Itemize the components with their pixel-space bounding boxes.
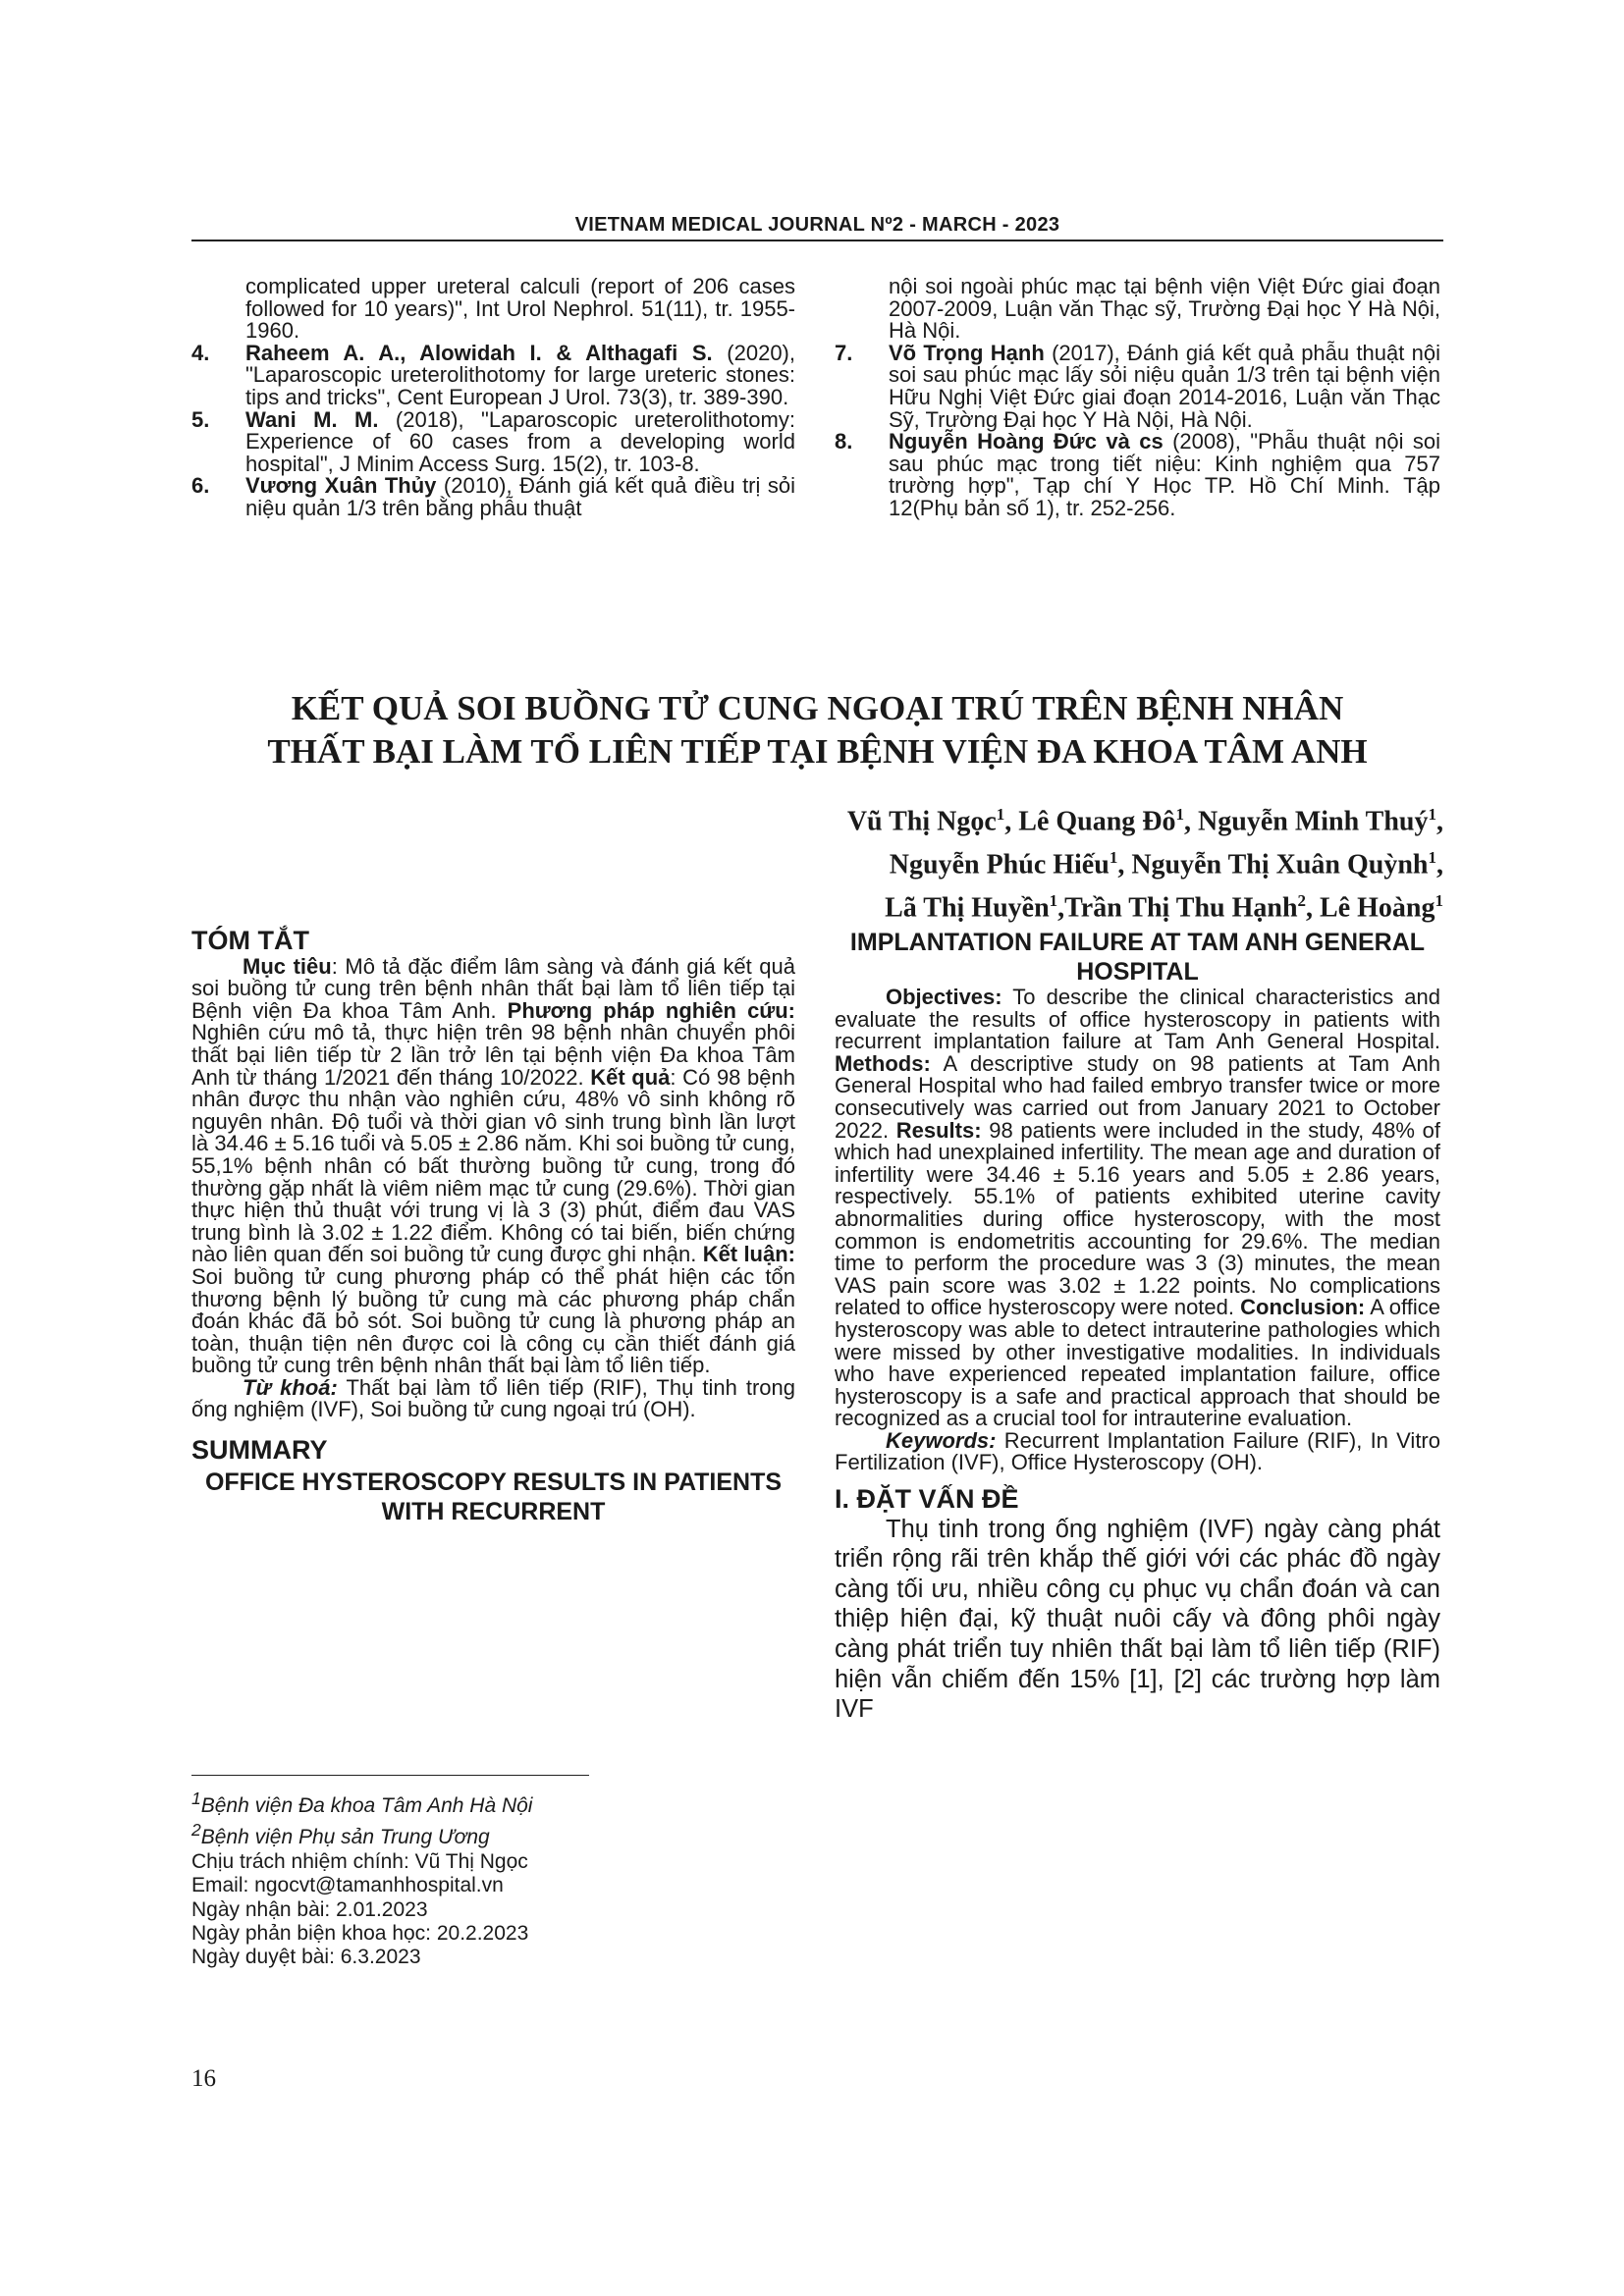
affiliation-mark: 1 bbox=[1435, 890, 1443, 910]
reference-number: 4. bbox=[191, 340, 210, 365]
label-results: Kết quả bbox=[590, 1064, 671, 1090]
abstract-vi-body bbox=[191, 953, 796, 1378]
corresponding-email: Email: ngocvt@tamanhhospital.vn bbox=[191, 1874, 504, 1897]
title-line-1: KẾT QUẢ SOI BUỒNG TỬ CUNG NGOẠI TRÚ TRÊN BỆNH NHÂN bbox=[291, 689, 1344, 727]
author-name: Vũ Thị Ngọc bbox=[846, 806, 997, 837]
running-header: VIETNAM MEDICAL JOURNAL Nº2 - MARCH - 2023 bbox=[574, 214, 1060, 236]
summary-heading: SUMMARY bbox=[191, 1435, 328, 1466]
reference-authors: Raheem A. A., Alowidah I. & Althagafi S. bbox=[245, 340, 713, 365]
author-name: Nguyễn Minh Thuý bbox=[1198, 806, 1429, 837]
date-received: Ngày nhận bài: 2.01.2023 bbox=[191, 1897, 428, 1921]
label-keywords-vi: Từ khoá: bbox=[243, 1374, 338, 1400]
page-number: 16 bbox=[191, 2065, 216, 2092]
abstract-vi-keywords bbox=[191, 1374, 795, 1422]
reference-authors: Vương Xuân Thủy bbox=[245, 473, 437, 499]
abstract-vi-results: : Có 98 bệnh nhân được thu nhận vào nghiên cứu, 48% vô sinh không rõ nguyên nhân. Độ tuổi và thời gian vô sinh trung bình lần lượt là 34.46 ± 5.16 tuổi và 5.05 ± 2.86 năm. Khi soi buồng tử cung, 55,1% bệnh nhân có bất thường buồng tử cung, trong đó thường gặp nhất là viêm niêm mạc tử cung (29.6%). Thời gian thực hiện thủ thuật với trung vị là 3 (3) phút, điểm đau VAS trung bình là 3.02 ± 1.22 điểm. Không có tai biến, biến chứng nào liên quan đến soi buồng tử cung được ghi nhận. bbox=[191, 1064, 795, 1267]
reference-number: 8. bbox=[835, 429, 853, 454]
affiliation-mark: 1 bbox=[1049, 890, 1058, 910]
summary-title-part-2: IMPLANTATION FAILURE AT TAM ANH GENERAL HOSPITAL bbox=[849, 929, 1426, 986]
footnote-rule bbox=[191, 1775, 589, 1776]
author-line-2: Nguyễn Phúc Hiếu$^1$, Nguyễn Thị Xuân Quỳnh$^1$, bbox=[889, 847, 1443, 881]
abstract-vi-methods: Nghiên cứu mô tả, thực hiện trên 98 bệnh nhân chuyển phôi thất bại liên tiếp từ 2 lần trở lên tại bệnh viện Đa khoa Tâm Anh từ tháng 1/2021 đến tháng 10/2022. bbox=[191, 1020, 795, 1090]
reference-text: (2017), Đánh giá kết quả phẫu thuật nội soi sau phúc mạc lấy sỏi niệu quản 1/3 trên tại bệnh viện Hữu Nghị Việt Đức giai đoạn 2014-2016, Luận văn Thạc Sỹ, Trường Đại học Y Hà Nội, Hà Nội. bbox=[889, 340, 1440, 432]
reference-text: (2018), "Laparoscopic ureterolithotomy: Experience of 60 cases from a developing world hospital", J Minim Access Surg. 15(2), tr. 103-8. bbox=[245, 406, 795, 476]
reference-authors: Wani M. M. bbox=[245, 406, 379, 432]
reference-number: 6. bbox=[191, 473, 210, 499]
abstract-vi-heading: TÓM TẮT bbox=[191, 926, 309, 955]
references-left bbox=[191, 276, 795, 520]
label-objectives: Objectives: bbox=[886, 985, 1002, 1009]
affiliation-mark: 2 bbox=[1297, 890, 1307, 910]
reference-7 bbox=[835, 340, 1440, 432]
affiliation-mark: 1 bbox=[1428, 805, 1436, 824]
reference-4 bbox=[191, 340, 795, 409]
summary-methods: A descriptive study on 98 patients at Tam Anh General Hospital who had failed embryo transfer twice or more consecutively was carried out from January 2021 to October 2022. bbox=[835, 1050, 1440, 1143]
footnote-mark: 1 bbox=[191, 1789, 201, 1808]
author-line-3: Lã Thị Huyền$^1$,Trần Thị Thu Hạnh$^2$, Lê Hoàng$^1$ bbox=[885, 890, 1443, 923]
summary-objectives: To describe the clinical characteristics and evaluate the results of office hysteroscopy in patients with recurrent implantation failure at Tam Anh General Hospital. bbox=[835, 985, 1440, 1054]
title-line-2: THẤT BẠI LÀM TỔ LIÊN TIẾP TẠI BỆNH VIỆN ĐA KHOA TÂM ANH bbox=[267, 732, 1368, 771]
reference-8 bbox=[835, 431, 1440, 519]
label-methods-en: Methods: bbox=[835, 1050, 931, 1076]
reference-authors: Võ Trọng Hạnh bbox=[889, 340, 1045, 365]
reference-text: complicated upper ureteral calculi (report of 206 cases followed for 10 years)", Int Urol Nephrol. 51(11), tr. 1955-1960. bbox=[245, 274, 795, 344]
label-conclusion: Kết luận: bbox=[702, 1242, 795, 1267]
footnote-mark: 2 bbox=[191, 1820, 201, 1841]
date-reviewed: Ngày phản biện khoa học: 20.2.2023 bbox=[191, 1922, 529, 1946]
summary-results: 98 patients were included in the study, 48% of which had unexplained infertility. The mean age and duration of infertility were 34.46 ± 5.16 years and 5.05 ± 2.86 years, respectively. 55.1% of patients exhibited uterine cavity abnormalities during office hysteroscopy, with the most common is endometritis accounting for 29.6%. The median time to perform the procedure was 3 (3) minutes, the mean VAS pain score was 3.02 ± 1.22 points. No complications related to office hysteroscopy were noted. bbox=[835, 1117, 1440, 1320]
article-title bbox=[191, 687, 1443, 774]
label-conclusion-en: Conclusion: bbox=[1240, 1295, 1366, 1320]
affiliation-text: Bệnh viện Phụ sản Trung Ương bbox=[200, 1826, 490, 1849]
label-objective: Mục tiêu bbox=[243, 953, 332, 979]
summary-conclusion: A office hysteroscopy was able to detect intrauterine pathologies which were missed by other investigative modalities. In individuals who have experienced repeated implantation failure, office hysteroscopy is a safe and practical approach that should be recognized as a crucial tool for intrauterine evaluation. bbox=[835, 1295, 1440, 1431]
reference-authors: Nguyễn Hoàng Đức và cs bbox=[889, 429, 1164, 454]
reference-number: 5. bbox=[191, 406, 210, 432]
reference-6-continued bbox=[835, 276, 1440, 343]
footnote-affiliation-2 bbox=[191, 1818, 604, 1849]
abstract-vi-objective: : Mô tả đặc điểm lâm sàng và đánh giá kết quả soi buồng tử cung trên bệnh nhân thất bại làm tổ liên tiếp tại Bệnh viện Đa khoa Tâm Anh. bbox=[191, 953, 796, 1023]
footnotes bbox=[191, 1787, 604, 1970]
summary-keywords bbox=[835, 1427, 1440, 1475]
reference-text: (2020), "Laparoscopic ureterolithotomy for large ureteric stones: tips and tricks", Cent European J Urol. 73(3), tr. 389-390. bbox=[245, 340, 795, 409]
affiliation-mark: 1 bbox=[1109, 847, 1118, 867]
affiliation-mark: 1 bbox=[1175, 805, 1185, 824]
reference-number: 7. bbox=[835, 340, 853, 365]
author-name: Trần Thị Thu Hạnh bbox=[1064, 891, 1298, 923]
keywords-en-text: Recurrent Implantation Failure (RIF), In Vitro Fertilization (IVF), Office Hysteroscopy (OH). bbox=[835, 1427, 1440, 1475]
author-name: Lã Thị Huyền bbox=[885, 891, 1050, 923]
affiliation-mark: 1 bbox=[1428, 847, 1436, 867]
author-name: Lê Hoàng bbox=[1320, 891, 1435, 923]
intro-heading: I. ĐẶT VẤN ĐỀ bbox=[835, 1484, 1019, 1515]
label-results-en: Results: bbox=[895, 1117, 982, 1143]
abstract-vi-conclusion: Soi buồng tử cung phương pháp có thể phát hiện các tổn thương bệnh lý buồng tử cung mà các phương pháp chẩn đoán khác đã bỏ sót. Soi buồng tử cung là phương pháp an toàn, thuận tiện nên được coi là công cụ cần thiết đánh giá buồng tử cung trên bệnh nhân thất bại làm tổ liên tiếp. bbox=[191, 1263, 795, 1378]
reference-text: (2008), "Phẫu thuật nội soi sau phúc mạc trong tiết niệu: Kinh nghiệm qua 757 trường hợp", Tạp chí Y Học TP. Hồ Chí Minh. Tập 12(Phụ bản số 1), tr. 252-256. bbox=[889, 429, 1440, 520]
affiliation-mark: 1 bbox=[996, 805, 1005, 824]
keywords-vi-text: Thất bại làm tổ liên tiếp (RIF), Thụ tinh trong ống nghiệm (IVF), Soi buồng tử cung ngoại trú (OH). bbox=[191, 1374, 795, 1422]
summary-title-part-1: OFFICE HYSTEROSCOPY RESULTS IN PATIENTS WITH RECURRENT bbox=[204, 1468, 783, 1525]
right-body-column bbox=[835, 928, 1440, 1725]
label-keywords-en: Keywords: bbox=[886, 1427, 997, 1453]
author-name: Nguyễn Phúc Hiếu bbox=[889, 849, 1110, 881]
footnote-affiliation-1 bbox=[191, 1787, 604, 1818]
label-methods: Phương pháp nghiên cứu: bbox=[507, 997, 795, 1023]
date-accepted: Ngày duyệt bài: 6.3.2023 bbox=[191, 1946, 421, 1969]
intro-paragraph: Thụ tinh trong ống nghiệm (IVF) ngày càng phát triển rộng rãi trên khắp thế giới với các phác đồ ngày càng tối ưu, nhiều công cụ phục vụ chẩn đoán và can thiệp hiện đại, kỹ thuật nuôi cấy và đông phôi ngày càng phát triển tuy nhiên thất bại làm tổ liên tiếp (RIF) hiện vẫn chiếm đến 15% [1], [2] các trường hợp làm IVF bbox=[835, 1515, 1440, 1724]
reference-6 bbox=[191, 475, 795, 519]
summary-body bbox=[835, 987, 1440, 1430]
left-body-column bbox=[191, 926, 796, 1526]
author-line-1: Vũ Thị Ngọc$^1$, Lê Quang $Đô^1$, Nguyễn Minh Thuý$^1$, bbox=[846, 805, 1443, 837]
author-name: Nguyễn Thị Xuân Quỳnh bbox=[1131, 849, 1429, 881]
reference-text: (2010), Đánh giá kết quả điều trị sỏi niệu quản 1/3 trên bằng phẫu thuật bbox=[245, 473, 796, 520]
author-list bbox=[589, 797, 1443, 926]
reference-5 bbox=[191, 406, 795, 476]
header-rule bbox=[191, 240, 1443, 241]
affiliation-text: Bệnh viện Đa khoa Tâm Anh Hà Nội bbox=[200, 1794, 533, 1817]
corresponding-author: Chịu trách nhiệm chính: Vũ Thị Ngọc bbox=[191, 1849, 528, 1873]
author-name: Lê Quang Đô bbox=[1018, 806, 1176, 837]
reference-3-continued bbox=[191, 276, 795, 343]
reference-text: nội soi ngoài phúc mạc tại bệnh viện Việt Đức giai đoạn 2007-2009, Luận văn Thạc sỹ, Trường Đại học Y Hà Nội, Hà Nội. bbox=[889, 274, 1440, 344]
references-right bbox=[835, 276, 1440, 520]
